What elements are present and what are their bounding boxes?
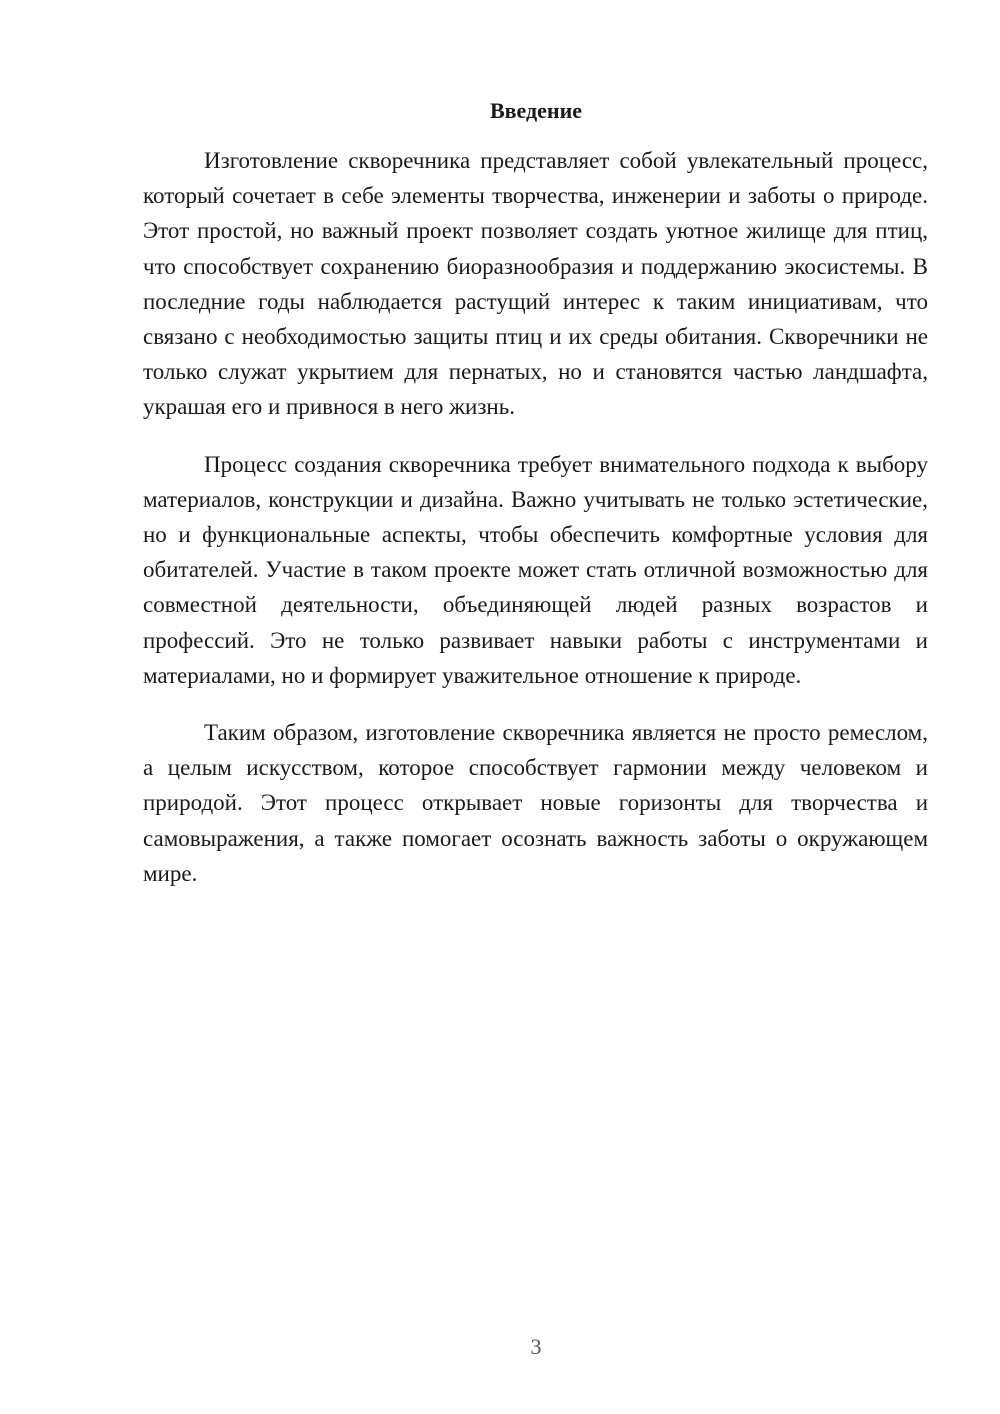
paragraph-2: Процесс создания скворечника требует внимательного подхода к выбору материалов, конструкции и дизайна. Важно учитывать не только эстетические, но и функциональные аспекты, чтобы обеспечить комфортные условия для обитателей. Участие в таком проекте может стать отличной возможностью для совместной деятельности, объединяющей людей разных возрастов и профессий. Это не только развивает навыки работы с инструментами и материалами, но и формирует уважительное отношение к природе. [143, 451, 928, 688]
page-number: 3 [530, 1334, 542, 1359]
page-title: Введение [489, 98, 583, 123]
paragraph-1: Изготовление скворечника представляет собой увлекательный процесс, который сочетает в себе элементы творчества, инженерии и заботы о природе. Этот простой, но важный проект позволяет создать уютное жилище для птиц, что способствует сохранению биоразнообразия и поддержанию экосистемы. В последние годы наблюдается растущий интерес к таким инициативам, что связано с необходимостью защиты птиц и их среды обитания. Скворечники не только служат укрытием для пернатых, но и становятся частью ландшафта, украшая его и привнося в него жизнь. [143, 148, 928, 420]
paragraph-3: Таким образом, изготовление скворечника является не просто ремеслом, а целым искусством, которое способствует гармонии между человеком и природой. Этот процесс открывает новые горизонты для творчества и самовыражения, а также помогает осознать важность заботы о окружающем мире. [143, 720, 928, 886]
body-text [143, 143, 928, 913]
